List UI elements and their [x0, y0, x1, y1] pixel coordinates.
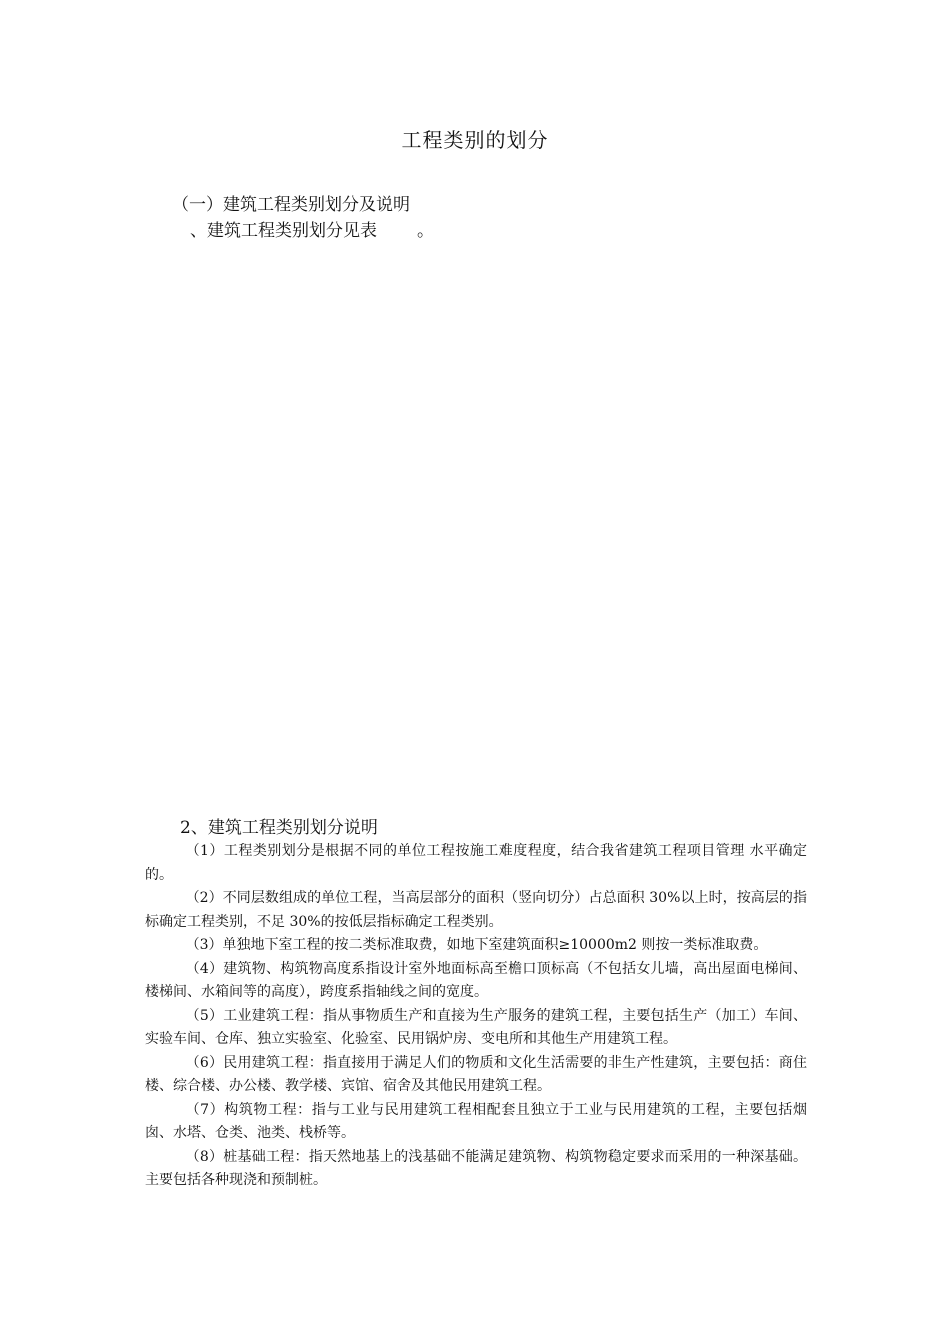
note-paragraph: （3）单独地下室工程的按二类标准取费，如地下室建筑面积≥10000m2 则按一类标准取费。: [185, 937, 768, 953]
note-paragraph: （2）不同层数组成的单位工程，当高层部分的面积（竖向切分）占总面积 30%以上时，按高层的指标确定工程类别，不足 30%的按低层指标确定工程类别。: [145, 890, 807, 930]
note-paragraph: （4）建筑物、构筑物高度系指设计室外地面标高至檐口顶标高（不包括女儿墙，高出屋面电梯间、楼梯间、水箱间等的高度），跨度系指轴线之间的宽度。: [145, 960, 807, 1000]
note-paragraph: （8）桩基础工程：指天然地基上的浅基础不能满足建筑物、构筑物稳定要求而采用的一种深基础。主要包括各种现浇和预制桩。: [145, 1148, 807, 1188]
document-title: 工程类别的划分: [401, 128, 549, 152]
section-heading: 2、建筑工程类别划分说明: [180, 818, 378, 838]
note-paragraph: （5）工业建筑工程：指从事物质生产和直接为生产服务的建筑工程，主要包括生产（加工）车间、实验车间、仓库、独立实验室、化验室、民用锅炉房、变电所和其他生产用建筑工程。: [145, 1007, 807, 1047]
note-paragraph: （1）工程类别划分是根据不同的单位工程按施工难度程度，结合我省建筑工程项目管理 水平确定的。: [145, 843, 807, 883]
note-paragraph: （6）民用建筑工程：指直接用于满足人们的物质和文化生活需要的非生产性建筑，主要包括：商住楼、综合楼、办公楼、教学楼、宾馆、宿舍及其他民用建筑工程。: [145, 1054, 807, 1094]
subsection-heading: （一）建筑工程类别划分及说明: [172, 195, 410, 215]
notes-list: [145, 840, 807, 1193]
note-paragraph: （7）构筑物工程：指与工业与民用建筑工程相配套且独立于工业与民用建筑的工程，主要包括烟囱、水塔、仓类、池类、栈桥等。: [145, 1101, 807, 1141]
table-reference-line: [190, 216, 434, 241]
table-reference-period: 。: [417, 221, 434, 241]
table-reference-text: 、建筑工程类别划分见表: [190, 221, 377, 241]
